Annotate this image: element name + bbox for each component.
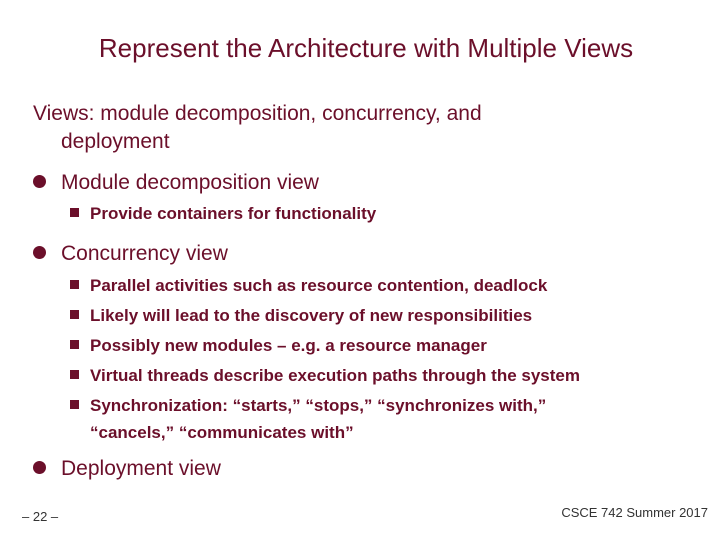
sub-bullet: [70, 271, 547, 301]
bullet-heading: Concurrency view: [61, 242, 228, 265]
sub-bullet-text: Provide containers for functionality: [90, 204, 377, 223]
sub-bullet-continuation: “cancels,” “communicates with”: [90, 423, 354, 442]
round-bullet-icon: [33, 175, 46, 188]
sub-bullet: [70, 331, 487, 361]
slide-title: Represent the Architecture with Multiple Views: [98, 33, 634, 63]
sub-bullet-text: Parallel activities such as resource contention, deadlock: [90, 276, 548, 295]
round-bullet-icon: [33, 461, 46, 474]
page-number: – 22 –: [22, 509, 59, 524]
intro-line-1: Views: module decomposition, concurrency, and: [33, 102, 482, 125]
sub-bullet: [70, 301, 532, 331]
intro-text: [33, 100, 482, 156]
sub-bullet-text: Virtual threads describe execution paths through the system: [90, 366, 580, 385]
bullet-module-decomposition: [33, 169, 319, 197]
bullet-heading: Deployment view: [61, 457, 221, 480]
square-bullet-icon: [70, 400, 79, 409]
sub-bullet: [70, 199, 376, 229]
bullet-concurrency: [33, 240, 228, 268]
bullet-deployment: [33, 455, 221, 483]
course-footer: CSCE 742 Summer 2017: [561, 505, 708, 520]
square-bullet-icon: [70, 340, 79, 349]
sub-bullet: [70, 391, 546, 445]
intro-line-2: deployment: [61, 130, 170, 153]
sub-bullet-text: Synchronization: “starts,” “stops,” “synchronizes with,”: [90, 396, 547, 415]
square-bullet-icon: [70, 280, 79, 289]
square-bullet-icon: [70, 310, 79, 319]
square-bullet-icon: [70, 370, 79, 379]
sub-bullet: [70, 361, 580, 391]
sub-bullet-text: Likely will lead to the discovery of new responsibilities: [90, 306, 533, 325]
round-bullet-icon: [33, 246, 46, 259]
square-bullet-icon: [70, 208, 79, 217]
sub-bullet-text: Possibly new modules – e.g. a resource manager: [90, 336, 487, 355]
bullet-heading: Module decomposition view: [61, 171, 319, 194]
